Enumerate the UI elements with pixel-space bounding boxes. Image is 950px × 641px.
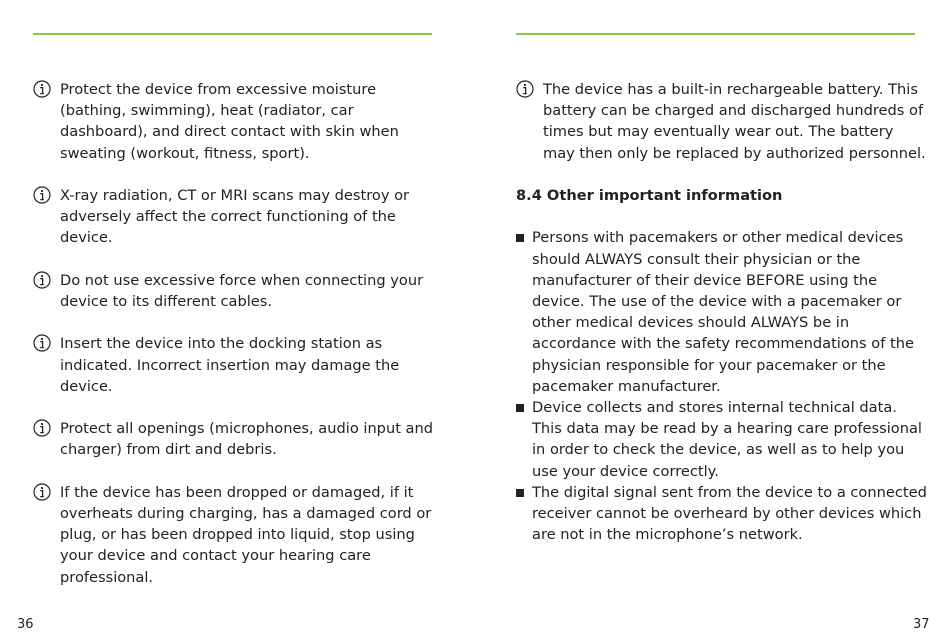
- info-note: [33, 482, 445, 588]
- info-icon: [516, 80, 534, 98]
- list-item-text: Device collects and stores internal technical data. This data may be read by a hearing care professional in order to check the device, as well as to help you use your device correctly.: [532, 399, 922, 480]
- page-number-left: 36: [17, 617, 34, 632]
- info-note: [33, 418, 445, 460]
- list-item-text: Persons with pacemakers or other medical devices should ALWAYS consult their physician or the manufacturer of their device BEFORE using the device. The use of the device with a pacemaker or other medical devices should ALWAYS be in accordance with the safety recommendations of the physician responsible for your pacemaker or the pacemaker manufacturer.: [532, 229, 914, 395]
- square-bullet-icon: [516, 489, 524, 497]
- list-item: [516, 397, 928, 482]
- info-note: [33, 79, 445, 164]
- info-note: [33, 333, 445, 397]
- info-note-text: Protect the device from excessive moisture (bathing, swimming), heat (radiator, car dashboard), and direct contact with skin when sweating (workout, fitness, sport).: [60, 81, 399, 162]
- top-rule-left: [33, 33, 432, 35]
- square-bullet-icon: [516, 404, 524, 412]
- list-item: [516, 482, 928, 546]
- info-icon: [33, 271, 51, 289]
- info-note: [516, 79, 928, 164]
- top-rule-right: [516, 33, 915, 35]
- info-note-text: Protect all openings (microphones, audio input and charger) from dirt and debris.: [60, 420, 434, 459]
- info-icon: [33, 334, 51, 352]
- square-bullet-icon: [516, 234, 524, 242]
- section-heading: 8.4 Other important information: [516, 187, 783, 204]
- right-page-column: [516, 79, 928, 545]
- info-note: [33, 270, 445, 312]
- page-number-right: 37: [913, 617, 930, 632]
- info-icon: [33, 419, 51, 437]
- info-note: [33, 185, 445, 249]
- info-note-text: If the device has been dropped or damaged, if it overheats during charging, has a damaged cord or plug, or has been dropped into liquid, stop using your device and contact your hearing care professional.: [60, 483, 432, 586]
- info-icon: [33, 483, 51, 501]
- info-icon: [33, 80, 51, 98]
- info-icon: [33, 186, 51, 204]
- left-page-column: [33, 79, 445, 609]
- list-item: [516, 227, 928, 397]
- info-note-text: Insert the device into the docking station as indicated. Incorrect insertion may damage the device.: [60, 335, 400, 395]
- bullet-list: [516, 227, 928, 545]
- info-note-text: X-ray radiation, CT or MRI scans may destroy or adversely affect the correct functioning of the device.: [60, 187, 410, 247]
- list-item-text: The digital signal sent from the device to a connected receiver cannot be overheard by other devices which are not in the microphone’s network.: [532, 483, 927, 544]
- info-note-text: The device has a built-in rechargeable battery. This battery can be charged and discharged hundreds of times but may eventually wear out. The battery may then only be replaced by authorized personnel.: [543, 81, 926, 162]
- info-note-text: Do not use excessive force when connecting your device to its different cables.: [60, 271, 424, 310]
